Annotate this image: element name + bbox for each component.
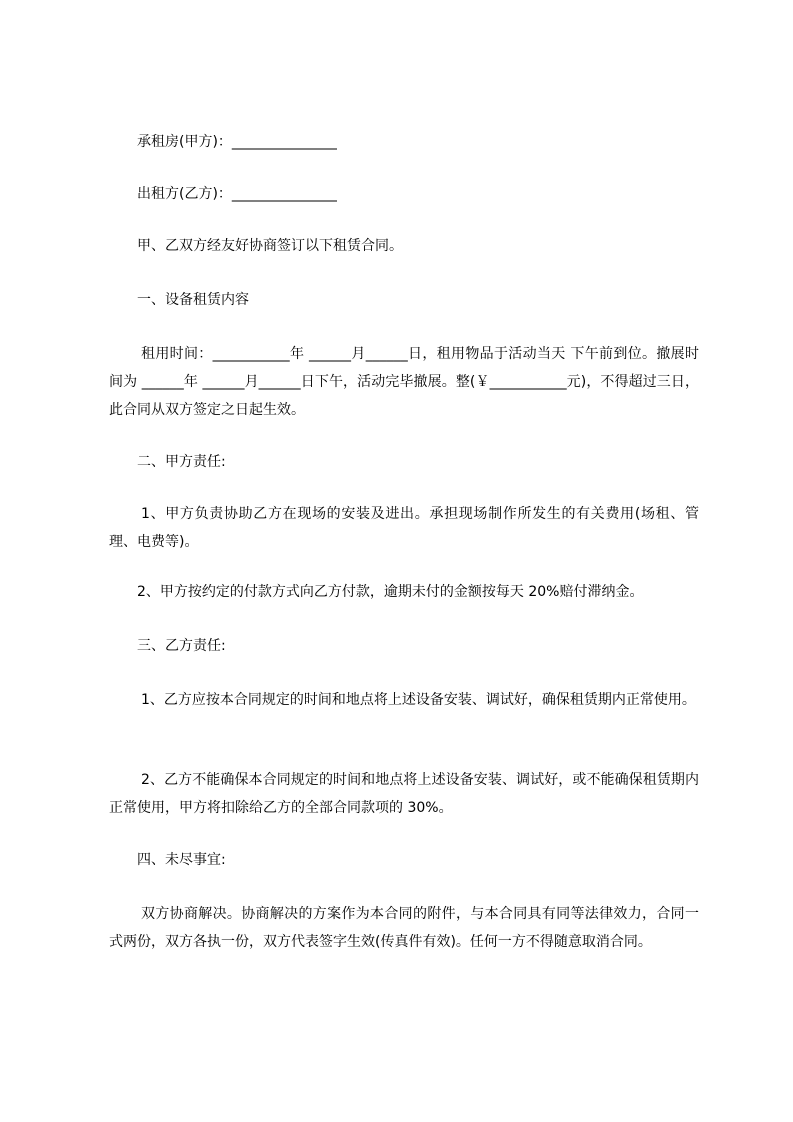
- intro-paragraph: 甲、乙双方经友好协商签订以下租赁合同。: [137, 238, 403, 254]
- section4-title: 四、未尽事宜:: [137, 852, 226, 868]
- section2-item-1: 1、甲方负责协助乙方在现场的安装及进出。承担现场制作所发生的有关费用(场租、管理、电费等)。: [109, 506, 699, 550]
- section1-title: 一、设备租赁内容: [137, 292, 249, 308]
- section1-body: 租用时间：___________年 ______月______日，租用物品于活动当天 下午前到位。撤展时间为 ______年 ______月______日下午，活动完毕撤展。整(￥___________元)，不得超过三日，此合同从双方签定之日起生效。: [109, 346, 699, 418]
- lessee-line: 承租房(甲方)：_______________: [137, 134, 337, 150]
- section3-item-2: 2、乙方不能确保本合同规定的时间和地点将上述设备安装、调试好，或不能确保租赁期内正常使用，甲方将扣除给乙方的全部合同款项的 30%。: [109, 772, 699, 816]
- section2-item-2: 2、甲方按约定的付款方式向乙方付款，逾期未付的金额按每天 20%赔付滞纳金。: [137, 584, 644, 600]
- section4-body: 双方协商解决。协商解决的方案作为本合同的附件，与本合同具有同等法律效力，合同一式两份，双方各执一份，双方代表签字生效(传真件有效)。任何一方不得随意取消合同。: [109, 906, 699, 950]
- section3-title: 三、乙方责任:: [137, 638, 226, 654]
- section2-title: 二、甲方责任:: [137, 454, 226, 470]
- section3-item-1: 1、乙方应按本合同规定的时间和地点将上述设备安装、调试好，确保租赁期内正常使用。: [141, 692, 696, 708]
- lessor-line: 出租方(乙方)：_______________: [137, 186, 337, 202]
